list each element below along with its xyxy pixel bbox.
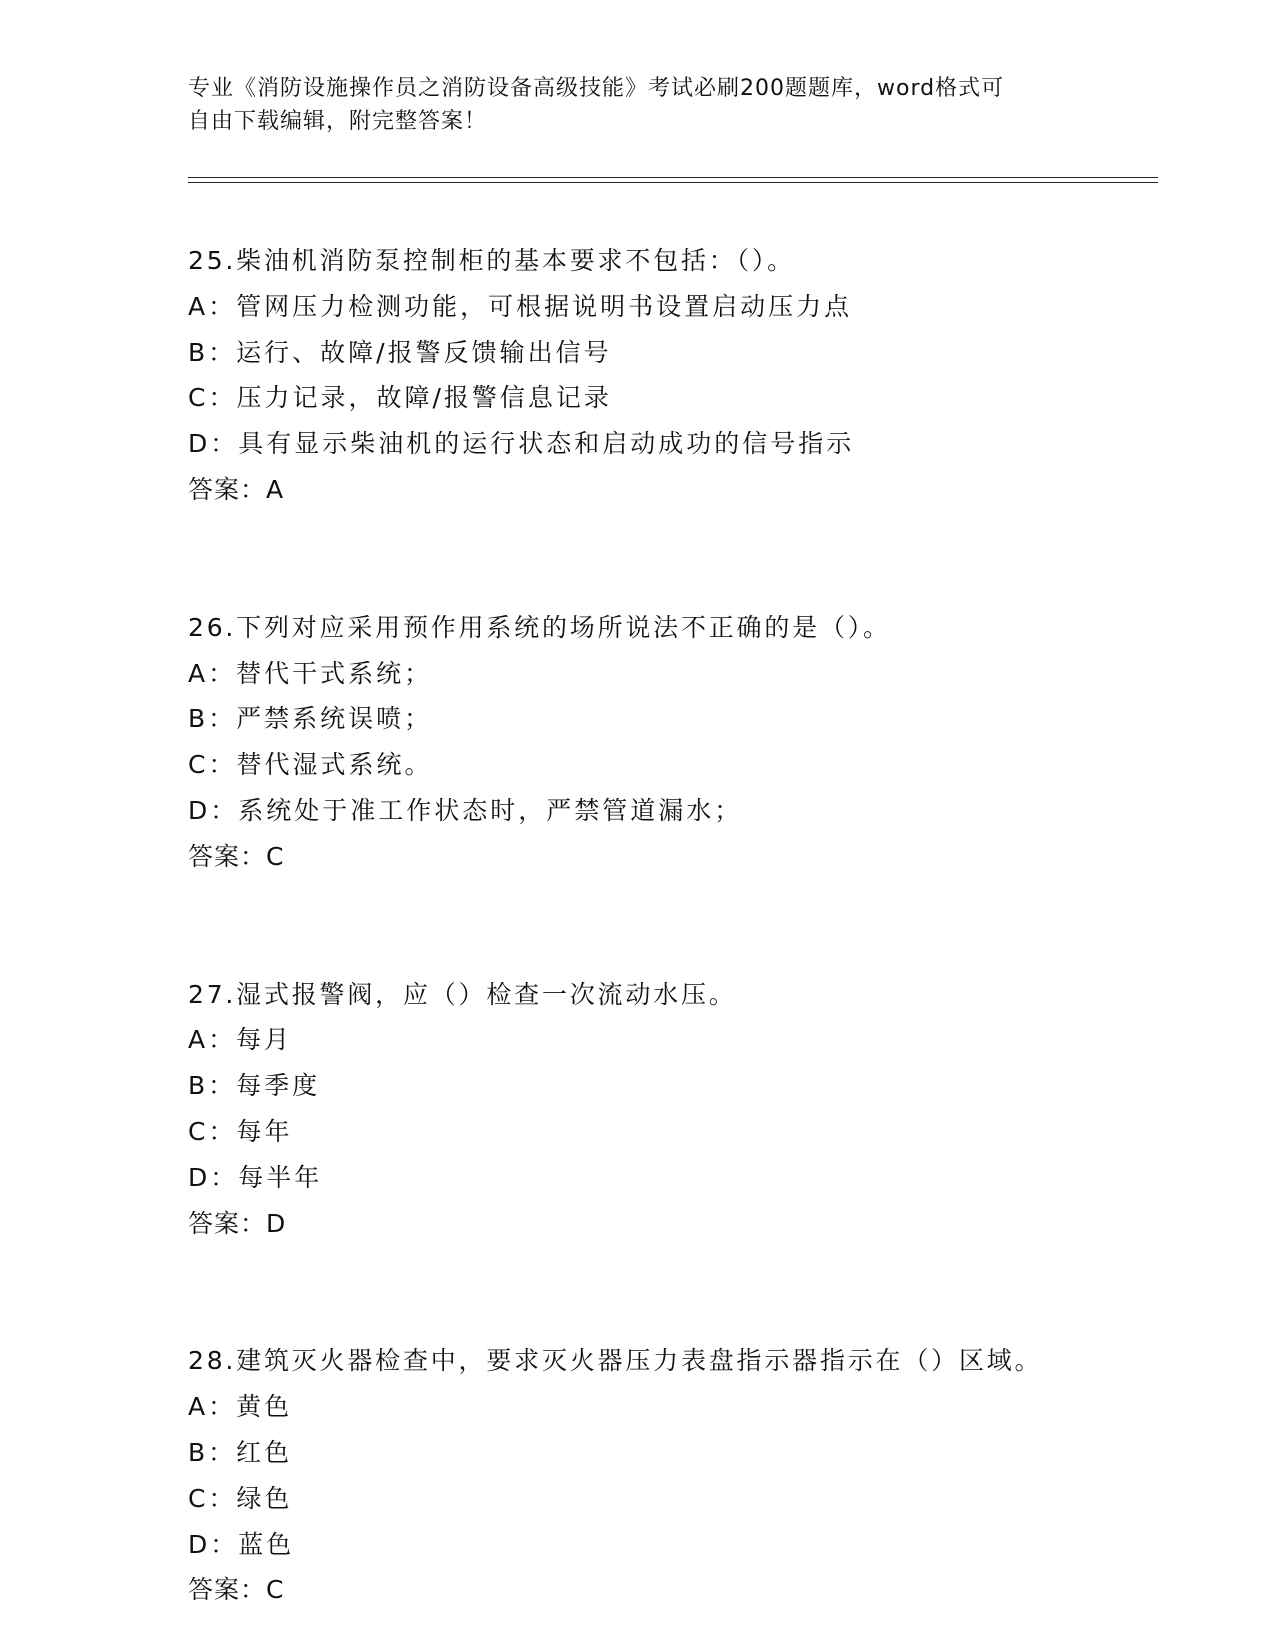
answer: 答案：A [188, 474, 285, 504]
option-c: C：替代湿式系统。 [188, 750, 433, 780]
option-d: D：蓝色 [188, 1529, 295, 1559]
question-27 [188, 972, 1188, 1247]
option-c: C：压力记录，故障/报警信息记录 [188, 383, 612, 413]
option-a: A：黄色 [188, 1392, 293, 1422]
header-divider-bottom [188, 182, 1158, 183]
option-b: B：严禁系统误喷； [188, 704, 433, 734]
option-d: D：系统处于准工作状态时，严禁管道漏水； [188, 795, 743, 825]
question-28 [188, 1338, 1188, 1613]
option-a: A：每月 [188, 1025, 293, 1055]
option-b: B：红色 [188, 1437, 293, 1467]
header-line-2: 自由下载编辑，附完整答案！ [188, 109, 488, 134]
option-b: B：运行、故障/报警反馈输出信号 [188, 337, 612, 367]
answer: 答案：C [188, 1575, 285, 1605]
question-title: 26.下列对应采用预作用系统的场所说法不正确的是（）。 [188, 612, 891, 642]
header-line-1: 专业《消防设施操作员之消防设备高级技能》考试必刷200题题库，word格式可 [188, 76, 1005, 101]
answer: 答案：C [188, 841, 285, 871]
option-c: C：每年 [188, 1116, 293, 1146]
question-list [188, 238, 1188, 1613]
option-c: C：绿色 [188, 1483, 293, 1513]
answer: 答案：D [188, 1208, 287, 1238]
question-title: 28.建筑灭火器检查中，要求灭火器压力表盘指示器指示在（）区域。 [188, 1346, 1043, 1376]
question-title: 25.柴油机消防泵控制柜的基本要求不包括：（）。 [188, 246, 795, 275]
option-a: A：管网压力检测功能，可根据说明书设置启动压力点 [188, 291, 853, 321]
option-d: D：具有显示柴油机的运行状态和启动成功的信号指示 [188, 429, 855, 459]
option-a: A：替代干式系统； [188, 658, 433, 688]
option-b: B：每季度 [188, 1071, 321, 1101]
question-25 [188, 238, 1188, 513]
option-d: D：每半年 [188, 1162, 323, 1192]
question-26 [188, 605, 1188, 880]
header-divider-top [188, 177, 1158, 178]
document-header [188, 72, 1088, 138]
question-title: 27.湿式报警阀，应（）检查一次流动水压。 [188, 979, 737, 1009]
